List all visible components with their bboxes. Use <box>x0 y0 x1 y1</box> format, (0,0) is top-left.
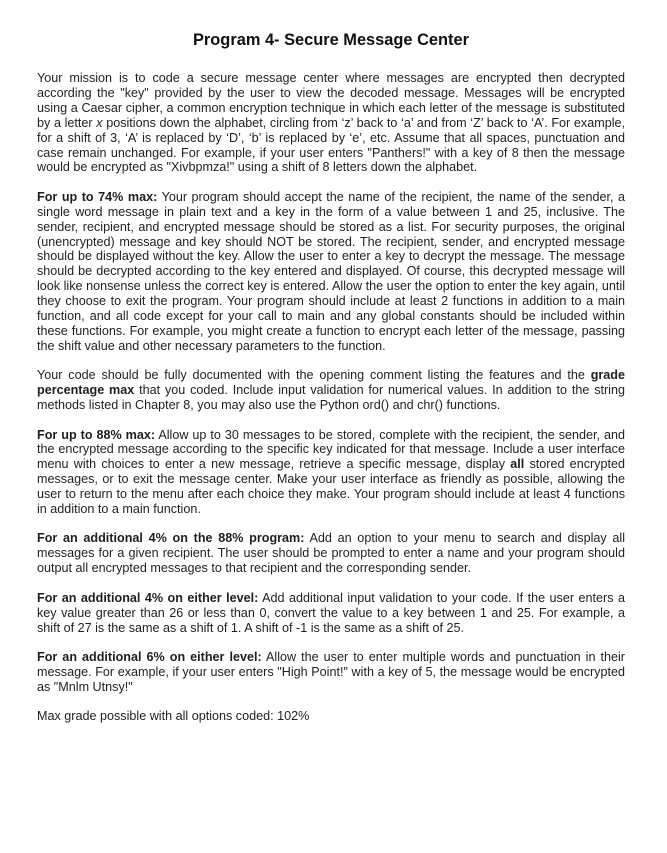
level-74-heading: For up to 74% max: <box>37 189 158 204</box>
addon-validation-text: Add additional input validation to your code. If the user enters a key value greater than 26 or less than 0, convert the value to a key between 1 and 25. For example, a shift of 27 is the same as a shift of 1. A shift of -1 is the same as a shift of 25. <box>37 590 625 635</box>
intro-paragraph <box>37 71 625 175</box>
documentation-text-part1: Your code should be fully documented with the opening comment listing the features and the <box>37 368 591 383</box>
addon-words-text: Allow the user to enter multiple words and punctuation in their message. For example, if your user enters "High Point!" with a key of 5, the message would be encrypted as "Mnlm Utnsy!" <box>37 649 625 694</box>
addon-words-heading: For an additional 6% on either level: <box>37 649 262 664</box>
documentation-text-part2: that you coded. Include input validation for numerical values. In addition to the string methods listed in Chapter 8, you may also use the Python ord() and chr() functions. <box>37 383 625 413</box>
assignment-document <box>37 30 625 739</box>
addon-validation-paragraph <box>37 591 625 636</box>
addon-words-paragraph <box>37 650 625 695</box>
documentation-paragraph <box>37 368 625 413</box>
max-grade-line: Max grade possible with all options coded: 102% <box>37 709 310 724</box>
intro-text-part2: positions down the alphabet, circling from ‘z’ back to ‘a’ and from ‘Z’ back to ‘A’. For example, for a shift of 3, ‘A’ is replaced by ‘D’, ‘b’ is replaced by ‘e’, etc. Assume that all spaces, punctuation and case remain unchanged. For example, if your user enters "Panthers!" with a key of 8 then the message would be encrypted as "Xivbpmza!" using a shift of 8 letters down the alphabet. <box>37 115 625 175</box>
level-88-text-part2: stored encrypted messages, or to exit the message center. Make your user interface as friendly as possible, allowing the user to return to the menu after each choice they make. Your program should include at least 4 functions in addition to a main function. <box>37 457 625 517</box>
intro-text-part1: Your mission is to code a secure message center where messages are encrypted then decrypted according the "key" provided by the user to view the decoded message. Messages will be encrypted using a Caesar cipher, a common encryption technique in which each letter of the message is substituted by a letter <box>37 71 625 130</box>
level-74-paragraph <box>37 190 625 354</box>
level-88-paragraph <box>37 428 625 517</box>
level-74-text: Your program should accept the name of the recipient, the name of the sender, a single word message in plain text and a key in the form of a value between 1 and 25, inclusive. The sender, recipient, and encrypted message should be stored as a list. For security purposes, the original (unencrypted) message and key should NOT be stored. The recipient, sender, and encrypted message should be displayed without the key. Allow the user to enter a key to decrypt the message. The message should be decrypted according to the key entered and displayed. Of course, this decrypted message will look like nonsense unless the correct key is entered. Allow the user the option to enter the key again, until they choose to exit the program. Your program should include at least 2 functions in addition to a main function, and all code except for your call to main and any global constants should be included within these functions. For example, you might create a function to encrypt each letter of the message, passing the shift value and other necessary parameters to the function. <box>37 189 625 353</box>
page-title: Program 4- Secure Message Center <box>192 31 470 49</box>
addon-search-paragraph <box>37 531 625 576</box>
level-88-text-part1: Allow up to 30 messages to be stored, complete with the recipient, the sender, and the encrypted message according to the specific key indicated for that message. Include a user interface menu with choices to enter a new message, retrieve a specific message, display <box>37 427 625 472</box>
addon-search-heading: For an additional 4% on the 88% program: <box>37 531 305 546</box>
documentation-bold-text: grade percentage max <box>37 368 625 398</box>
level-88-bold-text: all <box>510 457 525 472</box>
addon-validation-heading: For an additional 4% on either level: <box>37 590 259 605</box>
addon-search-text: Add an option to your menu to search and display all messages for a given recipient. The user should be prompted to enter a name and your program should output all encrypted messages to that recipient and the corresponding sender. <box>37 531 625 576</box>
intro-variable-x: x <box>96 115 103 130</box>
level-88-heading: For up to 88% max: <box>37 427 156 442</box>
